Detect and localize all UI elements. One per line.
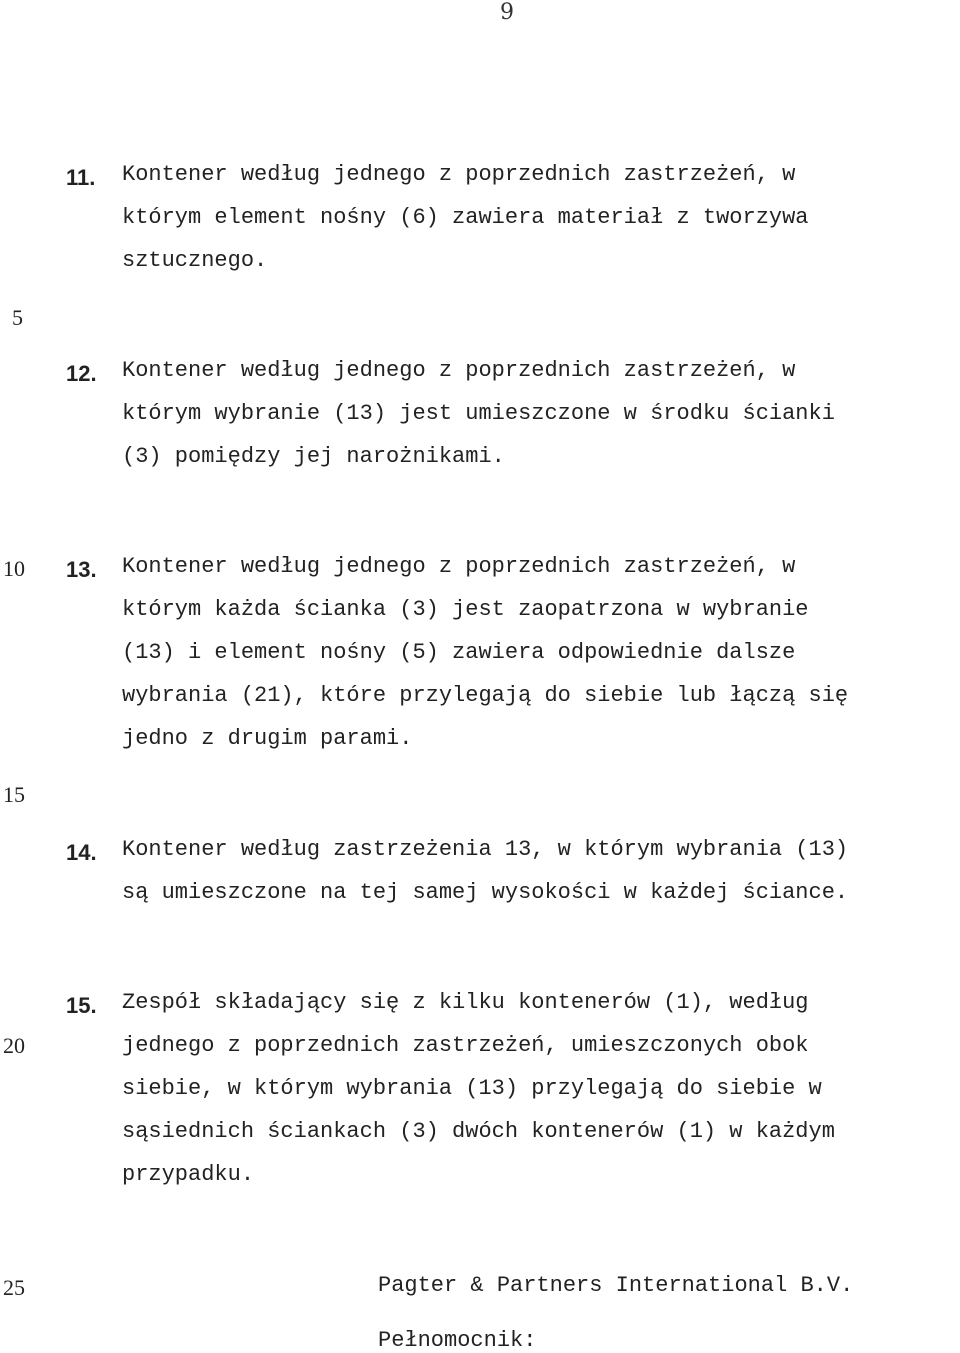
claim-text-line: siebie, w którym wybrania (13) przylegają do siebie w — [122, 1076, 822, 1101]
claim-text-line: jednego z poprzednich zastrzeżeń, umieszczonych obok — [122, 1033, 809, 1058]
claim-text-line: przypadku. — [122, 1162, 255, 1187]
claim-text-line: sztucznego. — [122, 248, 268, 273]
claim-number: 12. — [66, 361, 97, 386]
claim-number: 15. — [66, 993, 97, 1018]
claim-text-line: Kontener według jednego z poprzednich zastrzeżeń, w — [122, 554, 796, 579]
claim-text-line: (3) pomiędzy jej narożnikami. — [122, 444, 505, 469]
claim-text-line: są umieszczone na tej samej wysokości w każdej ściance. — [122, 880, 849, 905]
claim-text-line: sąsiednich ściankach (3) dwóch kontenerów (1) w każdym — [122, 1119, 835, 1144]
claim-number: 14. — [66, 840, 97, 865]
claim-number: 13. — [66, 557, 97, 582]
claim-text-line: Kontener według zastrzeżenia 13, w którym wybrania (13) — [122, 837, 849, 862]
page-number: 9 — [500, 0, 514, 25]
margin-line-number: 25 — [3, 1275, 25, 1300]
margin-line-number: 5 — [12, 305, 23, 330]
footer-company: Pagter & Partners International B.V. — [378, 1273, 854, 1298]
claim-text-line: Kontener według jednego z poprzednich zastrzeżeń, w — [122, 162, 796, 187]
margin-line-number: 15 — [3, 782, 25, 807]
claim-text-line: Kontener według jednego z poprzednich zastrzeżeń, w — [122, 358, 796, 383]
claim-text-line: (13) i element nośny (5) zawiera odpowiednie dalsze — [122, 640, 796, 665]
claim-text-line: którym wybranie (13) jest umieszczone w środku ścianki — [122, 401, 835, 426]
footer-role: Pełnomocnik: — [378, 1328, 537, 1353]
claim-number: 11. — [66, 165, 96, 190]
claim-text-line: którym każda ścianka (3) jest zaopatrzona w wybranie — [122, 597, 809, 622]
claim-text-line: jedno z drugim parami. — [122, 726, 413, 751]
claim-text-line: którym element nośny (6) zawiera materiał z tworzywa — [122, 205, 809, 230]
claim-text-line: Zespół składający się z kilku kontenerów (1), według — [122, 990, 809, 1015]
margin-line-number: 10 — [3, 556, 25, 581]
margin-line-number: 20 — [3, 1033, 25, 1058]
claim-text-line: wybrania (21), które przylegają do siebie lub łączą się — [122, 683, 849, 708]
